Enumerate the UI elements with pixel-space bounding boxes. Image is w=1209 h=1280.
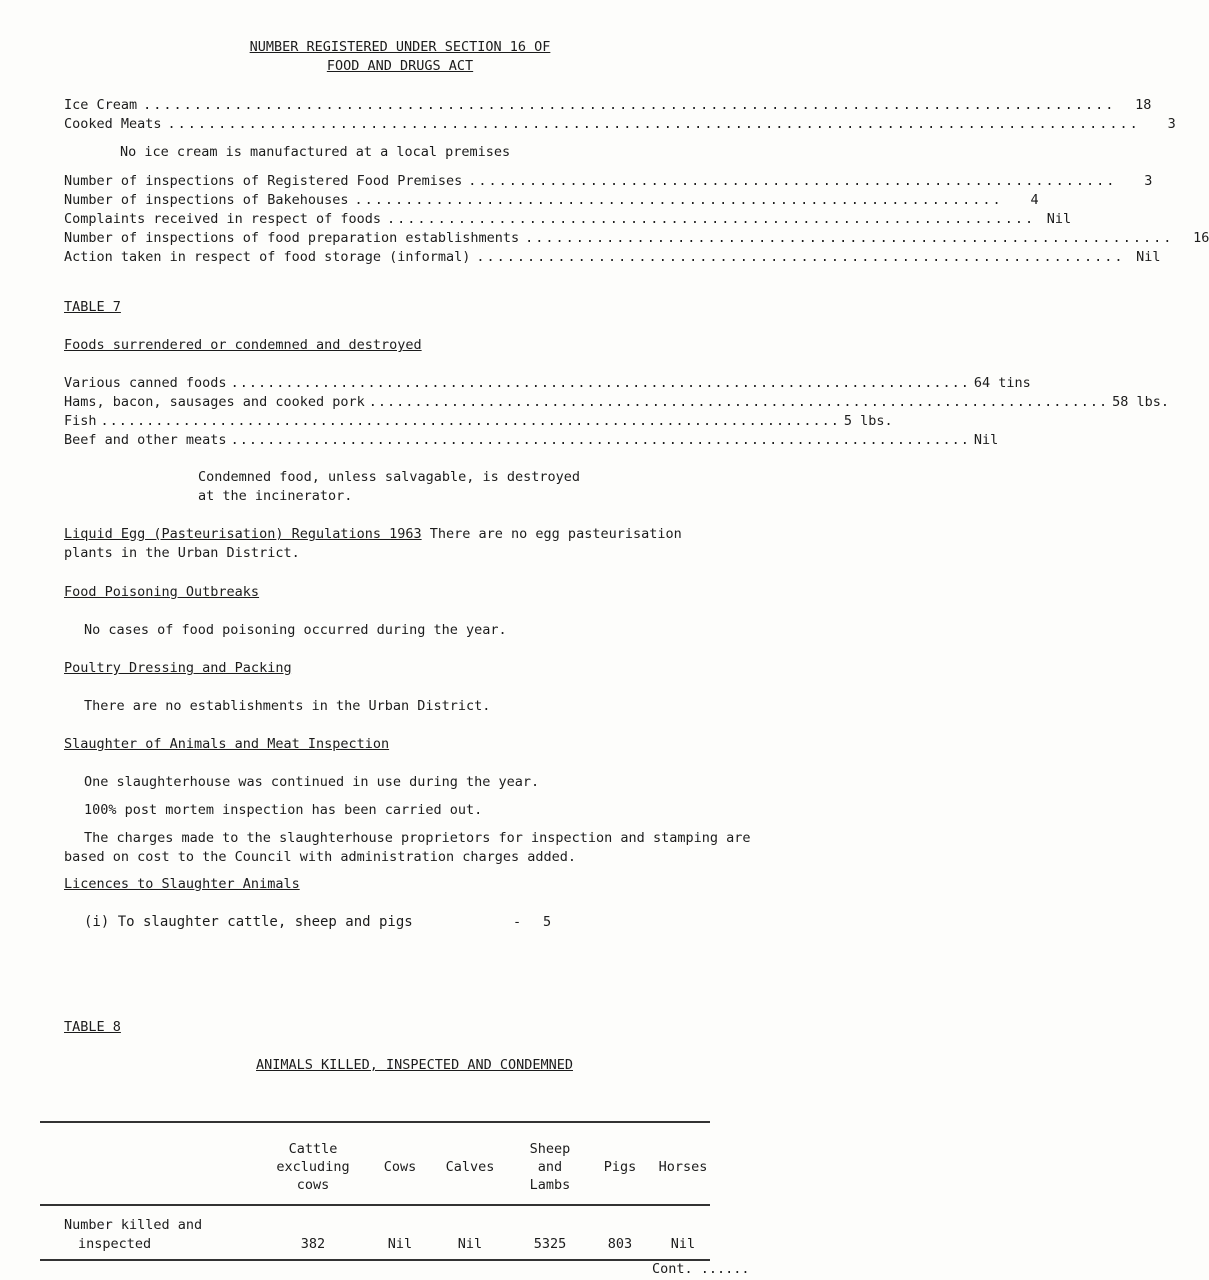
inspection-label: Action taken in respect of food storage (informal): [64, 249, 471, 265]
inspection-value: 3: [1144, 173, 1153, 189]
table8-value-sheep: 5325: [533, 1236, 567, 1252]
table8-top-rule: [40, 1121, 710, 1123]
table8-row-label-line1: Number killed and: [64, 1217, 203, 1233]
dot-leader: ................................................................................................: [167, 116, 1140, 132]
registered-row-ice-cream: [64, 96, 1152, 115]
liquid-egg-text-line2: plants in the Urban District.: [64, 545, 300, 561]
food-poisoning-text: No cases of food poisoning occurred during the year.: [84, 622, 507, 638]
table8-bottom-rule: [40, 1259, 710, 1261]
table7-row: [64, 393, 1169, 412]
inspection-value: 4: [1030, 192, 1039, 208]
table8-col-calves: Calves: [445, 1159, 495, 1175]
registered-value: 18: [1135, 97, 1152, 113]
table8-col-sheep: Sheep and Lambs: [529, 1141, 571, 1193]
slaughter-text1: One slaughterhouse was continued in use during the year.: [84, 774, 540, 790]
dot-leader: ................................................................: [525, 230, 1174, 246]
table7-label: Various canned foods: [64, 375, 227, 391]
table8-title: TABLE 8: [64, 1019, 121, 1035]
inspection-row: [64, 229, 1209, 248]
inspection-value: 16: [1193, 230, 1209, 246]
inspection-label: Number of inspections of Bakehouses: [64, 192, 349, 208]
inspection-row: [64, 191, 1039, 210]
registered-label: Ice Cream: [64, 97, 138, 113]
inspection-row: [64, 172, 1153, 191]
licences-text: (i) To slaughter cattle, sheep and pigs: [84, 914, 413, 930]
liquid-egg-paragraph: [64, 525, 682, 544]
table8-value-cattle: 382: [300, 1236, 326, 1252]
table8-value-horses: Nil: [670, 1236, 696, 1252]
table7-value: 64 tins: [973, 375, 1031, 391]
table8-header-rule: [40, 1204, 710, 1206]
table7-label: Fish: [64, 413, 97, 429]
table7-value: Nil: [973, 432, 999, 448]
table7-row: [64, 374, 1031, 393]
registered-row-cooked-meats: [64, 115, 1176, 134]
dot-leader: .................................................................................: [230, 375, 970, 391]
ice-cream-note: No ice cream is manufactured at a local premises: [120, 144, 511, 160]
table7-row: [64, 431, 999, 450]
licences-dash: -: [513, 914, 522, 930]
header-line1: NUMBER REGISTERED UNDER SECTION 16 OF: [249, 39, 551, 55]
table7-label: Beef and other meats: [64, 432, 227, 448]
table7-label: Hams, bacon, sausages and cooked pork: [64, 394, 365, 410]
table7-row: [64, 412, 893, 431]
licences-value: 5: [543, 914, 552, 930]
registered-value: 3: [1167, 116, 1176, 132]
table8-col-pigs: Pigs: [603, 1159, 637, 1175]
table7-note-line2: at the incinerator.: [198, 488, 353, 504]
header-line2: FOOD AND DRUGS ACT: [326, 58, 474, 74]
table8-col-cows: Cows: [383, 1159, 417, 1175]
dot-leader: ................................................................................................: [143, 97, 1116, 113]
table8-value-cows: Nil: [387, 1236, 413, 1252]
inspection-row: [64, 210, 1072, 229]
poultry-text: There are no establishments in the Urban District.: [84, 698, 491, 714]
registered-label: Cooked Meats: [64, 116, 162, 132]
dot-leader: ................................................................: [476, 249, 1125, 265]
slaughter-text2: 100% post mortem inspection has been carried out.: [84, 802, 483, 818]
inspection-label: Complaints received in respect of foods: [64, 211, 381, 227]
table8-col-cattle: Cattle excluding cows: [276, 1141, 350, 1193]
table7-subtitle: Foods surrendered or condemned and destroyed: [64, 337, 422, 353]
table7-note-line1: Condemned food, unless salvagable, is destroyed: [198, 469, 581, 485]
table8-col-horses: Horses: [658, 1159, 708, 1175]
dot-leader: ................................................................: [354, 192, 1003, 208]
inspection-value: Nil: [1136, 249, 1161, 265]
table7-title: TABLE 7: [64, 299, 121, 315]
liquid-egg-heading: Liquid Egg (Pasteurisation) Regulations 1963: [64, 526, 422, 542]
slaughter-heading: Slaughter of Animals and Meat Inspection: [64, 736, 390, 752]
dot-leader: ................................................................: [386, 211, 1036, 227]
food-poisoning-heading: Food Poisoning Outbreaks: [64, 584, 260, 600]
inspection-row: [64, 248, 1161, 267]
dot-leader: .................................................................................: [230, 432, 970, 448]
inspection-label: Number of inspections of food preparation establishments: [64, 230, 520, 246]
table8-subtitle: ANIMALS KILLED, INSPECTED AND CONDEMNED: [256, 1057, 573, 1073]
table7-value: 58 lbs.: [1112, 394, 1169, 410]
table7-value: 5 lbs.: [843, 413, 893, 429]
slaughter-text3: The charges made to the slaughterhouse proprietors for inspection and stamping are based on cost to the Council with administration charges added.: [64, 830, 751, 865]
table8-row-label-line2: inspected: [78, 1236, 152, 1252]
dot-leader: .................................................................................: [368, 394, 1109, 410]
inspection-label: Number of inspections of Registered Food Premises: [64, 173, 463, 189]
continued-note: Cont. ......: [652, 1261, 750, 1277]
licences-heading: Licences to Slaughter Animals: [64, 876, 300, 892]
inspection-value: Nil: [1046, 211, 1072, 227]
dot-leader: ................................................................: [468, 173, 1117, 189]
liquid-egg-text: There are no egg pasteurisation: [429, 526, 682, 542]
dot-leader: .................................................................................: [100, 413, 840, 429]
table8-value-calves: Nil: [457, 1236, 483, 1252]
poultry-heading: Poultry Dressing and Packing: [64, 660, 292, 676]
table8-value-pigs: 803: [607, 1236, 633, 1252]
